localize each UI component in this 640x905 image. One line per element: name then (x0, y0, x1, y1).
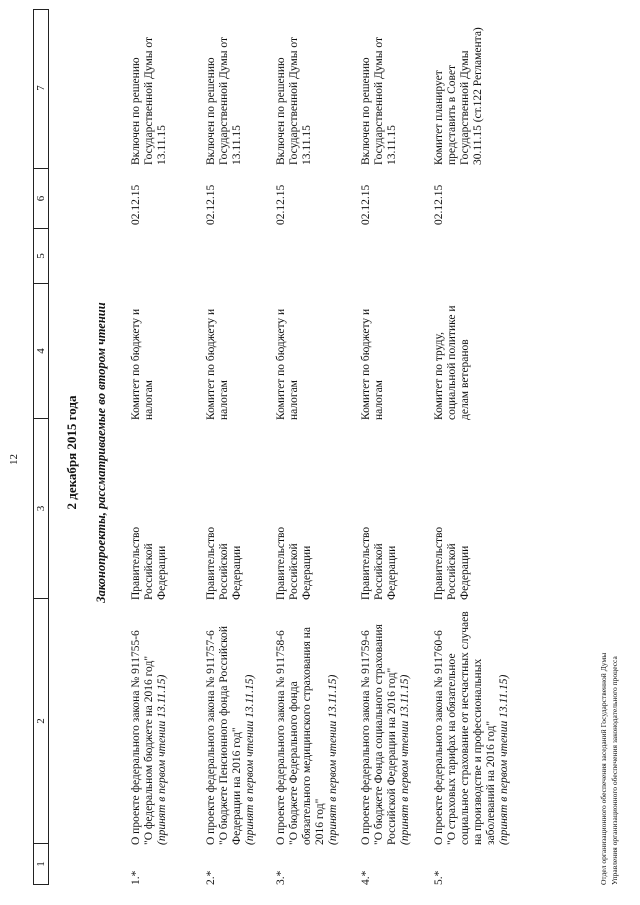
row-number: 1.* (130, 870, 142, 885)
row-number: 4.* (360, 870, 372, 885)
header-col-1: 1 (35, 861, 47, 867)
bill-name: "О федеральном бюджете на 2016 год" (143, 655, 155, 845)
bill-title (130, 610, 169, 845)
bill-title (360, 610, 412, 845)
bill-status: (принят в первом чтении 13.11.15) (399, 674, 411, 845)
header-col-3: 3 (34, 419, 48, 599)
header-col-7: 7 (34, 8, 48, 169)
note: Комитет планирует представить в Совет Государственной Думы 30.11.15 (ст.122 Регламента) (433, 27, 484, 165)
header-col-2: 2 (34, 599, 48, 844)
bill-title (275, 610, 340, 845)
header-col-4: 4 (34, 284, 48, 419)
table-row (360, 9, 430, 885)
committee: Комитет по бюджету и налогам (275, 308, 300, 420)
initiator: Правительство Российской Федерации (433, 526, 471, 600)
bill-number-line: О проекте федерального закона № 911760-6 (433, 630, 445, 845)
committee: Комитет по бюджету и налогам (130, 308, 155, 420)
bill-status: (принят в первом чтении 13.11.15) (156, 674, 168, 845)
row-number: 2.* (205, 870, 217, 885)
bill-number-line: О проекте федерального закона № 911757-6 (205, 630, 217, 845)
bill-name: "О бюджете Федерального фонда обязательного медицинского страхования на 2016 год" (288, 627, 326, 845)
review-date: 02.12.15 (205, 184, 217, 225)
initiator: Правительство Российской Федерации (205, 526, 243, 600)
note: Включен по решению Государственной Думы от 13.11.15 (275, 37, 313, 165)
note: Включен по решению Государственной Думы от 13.11.15 (360, 37, 398, 165)
table-header-row (33, 9, 49, 885)
bill-status: (принят в первом чтении 13.11.15) (327, 674, 339, 845)
footer-department: Отдел организационного обеспечения заседаний Государственной Думы (599, 652, 608, 885)
bill-number-line: О проекте федерального закона № 911755-6 (130, 630, 142, 845)
committee: Комитет по труду, социальной политике и делам ветеранов (433, 305, 471, 420)
bill-name: "О бюджете Фонда социального страхования Российской Федерации на 2016 год" (373, 624, 398, 845)
committee: Комитет по бюджету и налогам (360, 308, 385, 420)
row-number: 3.* (275, 870, 287, 885)
header-col-6: 6 (34, 169, 48, 229)
bill-status: (принят в первом чтении 13.11.15) (244, 674, 256, 845)
bill-name: "О страховых тарифах на обязательное социальное страхование от несчастных случаев на производстве и профессиональных заболеваний на 2016 год" (446, 611, 497, 845)
table-row (205, 9, 275, 885)
bill-number-line: О проекте федерального закона № 911758-6 (275, 630, 287, 845)
page-number: 12 (8, 454, 20, 465)
bill-title (205, 610, 257, 845)
bill-number-line: О проекте федерального закона № 911759-6 (360, 630, 372, 845)
footer (598, 365, 620, 885)
review-date: 02.12.15 (275, 184, 287, 225)
bill-name: "О бюджете Пенсионного фонда Российской Федерации на 2016 год" (218, 625, 243, 845)
header-col-5: 5 (34, 229, 48, 284)
initiator: Правительство Российской Федерации (130, 526, 168, 600)
review-date: 02.12.15 (433, 184, 445, 225)
review-date: 02.12.15 (130, 184, 142, 225)
committee: Комитет по бюджету и налогам (205, 308, 230, 420)
initiator: Правительство Российской Федерации (275, 526, 313, 600)
review-date: 02.12.15 (360, 184, 372, 225)
bill-title (433, 610, 511, 845)
section-heading: Законопроекты, рассматриваемые во втором чтении (94, 302, 108, 603)
bill-status: (принят в первом чтении 13.11.15) (498, 674, 510, 845)
note: Включен по решению Государственной Думы от 13.11.15 (205, 37, 243, 165)
table-row (130, 9, 200, 885)
footer-directorate: Управления организационного обеспечения законодательного процесса (610, 656, 619, 885)
initiator: Правительство Российской Федерации (360, 526, 398, 600)
note: Включен по решению Государственной Думы от 13.11.15 (130, 37, 168, 165)
date-heading: 2 декабря 2015 года (64, 395, 79, 510)
row-number: 5.* (433, 870, 445, 885)
table-row (433, 9, 533, 885)
table-row (275, 9, 345, 885)
